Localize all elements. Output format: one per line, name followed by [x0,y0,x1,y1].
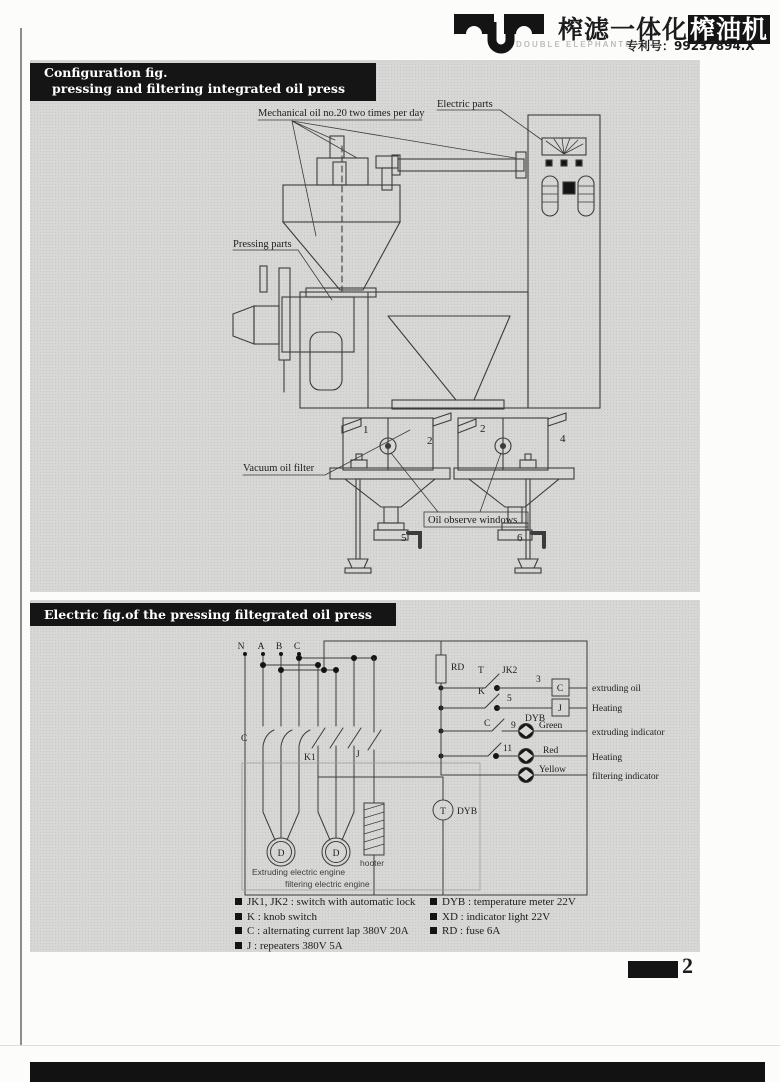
panel-button [563,182,575,194]
callout-2: 2 [427,435,433,447]
terminal-c: C [293,642,301,652]
square-bullet-icon [235,927,242,934]
legend-text: XD : indicator light 22V [442,910,551,923]
legend-item [235,924,415,939]
spout [548,413,566,426]
indicator-lamps [519,724,534,783]
legend-text: JK1, JK2 : switch with automatic lock [247,896,416,908]
row4-num: 11 [503,744,513,754]
pressing-parts-assembly [233,266,376,392]
page-number-bar [628,961,678,978]
legend-item [235,939,415,954]
feed-rod [398,159,524,171]
legend-item [235,895,415,910]
motor1-label: Extruding electric engine [252,867,346,877]
legend-item [430,910,576,925]
square-bullet-icon [430,913,437,920]
configuration-figure-panel [30,60,700,592]
cake-outlet-slot [310,332,342,390]
oil-press-configuration-drawing [30,60,700,592]
terminal-n: N [237,642,245,652]
brand-title-cn-boxed: 榨油机 [690,15,769,44]
bottom-black-bar [30,1062,765,1082]
row4-label: Heating [592,753,623,763]
relay-j-label: J [356,750,360,760]
lamp-yellow [519,768,534,783]
row5-label: filtering indicator [592,772,659,782]
nozzle-cone [233,306,254,344]
spout [342,419,361,433]
spout [458,419,476,433]
motor2-symbol: D [332,849,340,859]
page-fold-line [0,1045,780,1046]
relay-j-contact [368,730,381,750]
legend-text: K : knob switch [247,910,317,923]
label-mechanical-oil: Mechanical oil no.20 two times per day [258,108,425,119]
row3-num: 9 [511,721,516,731]
electric-cabinet [528,115,600,408]
callout-3: 2 [480,423,486,435]
press-machine-body [300,292,528,409]
indicator-lamp-square [561,160,567,166]
lamp-green [519,724,534,739]
legend-text: DYB : temperature meter 22V [442,896,576,908]
nozzle-body [254,306,279,344]
fuse-label: RD [451,663,465,673]
label-pressing-parts: Pressing parts [233,239,292,250]
electric-figure-title: Electric fig.of the pressing filtegrated oil press [30,603,396,626]
row2-tag: DYB [525,714,546,724]
config-title-line1: Configuration fig. [44,65,168,80]
label-electric-parts: Electric parts [437,99,493,110]
square-bullet-icon [430,927,437,934]
electric-figure-panel [30,600,700,952]
indicator-lamp-square [576,160,582,166]
row1-switch: T [478,666,484,676]
contactor-k1-label: K1 [304,753,316,763]
row1-num: 3 [536,675,541,685]
square-bullet-icon [430,898,437,905]
fuse-rd [436,655,446,683]
patent-number: 专利号：99237894.X [626,39,755,53]
row3-switch: C [484,719,491,729]
config-title-line2: pressing and filtering integrated oil press [52,81,345,96]
lamp-red [519,749,534,764]
double-elephants-logo [452,10,558,56]
terminal-b: B [275,642,283,652]
legend-text: RD : fuse 6A [442,925,501,937]
legend-right-column [430,895,576,939]
motor2-label: filtering electric engine [285,879,370,889]
row3-color: Green [539,721,563,731]
row2-switch: K [478,687,485,697]
heater-label: hooter [360,858,385,868]
square-bullet-icon [235,898,242,905]
row3-label: extruding indicator [592,728,665,738]
temp-meter-symbol-label: T [440,807,446,817]
row1-label: extruding oil [592,684,641,694]
drain-valve-right [498,530,532,540]
row1-name: JK2 [502,666,518,676]
tank-leg-left [356,479,360,559]
callout-1: 1 [363,424,369,436]
panel-switch-right [578,176,594,216]
brand-title-cn-plain: 榨滤一体化 [558,15,689,44]
legend-item [235,910,415,925]
row2-label: Heating [592,704,623,714]
square-bullet-icon [235,913,242,920]
callout-4: 4 [560,433,566,445]
terminal-a: A [257,642,265,652]
front-plate [279,268,290,360]
legend-text: C : alternating current lap 380V 20A [247,925,409,937]
legend-item [430,924,576,939]
inner-funnel [388,316,510,400]
press-cage [282,297,354,352]
temperature-meter-branch [318,777,453,895]
adjust-lever [260,266,267,292]
row2-coil: J [558,704,562,714]
brand-name-en: DOUBLE ELEPHANTS [516,40,633,49]
label-oil-observe-windows: Oil observe windows [428,515,518,526]
callout-6: 6 [517,532,523,544]
page-edge-shadow-left [20,28,22,1046]
label-vacuum-oil-filter: Vacuum oil filter [243,463,315,474]
row4-color: Red [543,746,559,756]
motor1-symbol: D [277,849,285,859]
vacuum-filter-tanks [330,413,574,573]
contactor-c-label: C [241,734,248,744]
row2-num: 5 [507,694,512,704]
temp-meter-label: DYB [457,807,478,817]
contactor-c-contacts [263,730,310,746]
square-bullet-icon [235,942,242,949]
contactor-k1-contacts [312,728,361,748]
legend-item [430,895,576,910]
indicator-lamp-square [546,160,552,166]
panel-switch-left [542,176,558,216]
row5-color: Yellow [539,765,567,775]
hopper-assembly [283,136,526,291]
legend-text: J : repeaters 380V 5A [247,939,343,952]
callout-5: 5 [401,532,407,544]
page-number: 2 [682,953,693,978]
page-header [450,6,776,58]
drive-coupling [376,156,398,168]
spout [433,413,451,426]
legend-left-column [235,895,415,953]
row1-coil: C [556,684,564,694]
